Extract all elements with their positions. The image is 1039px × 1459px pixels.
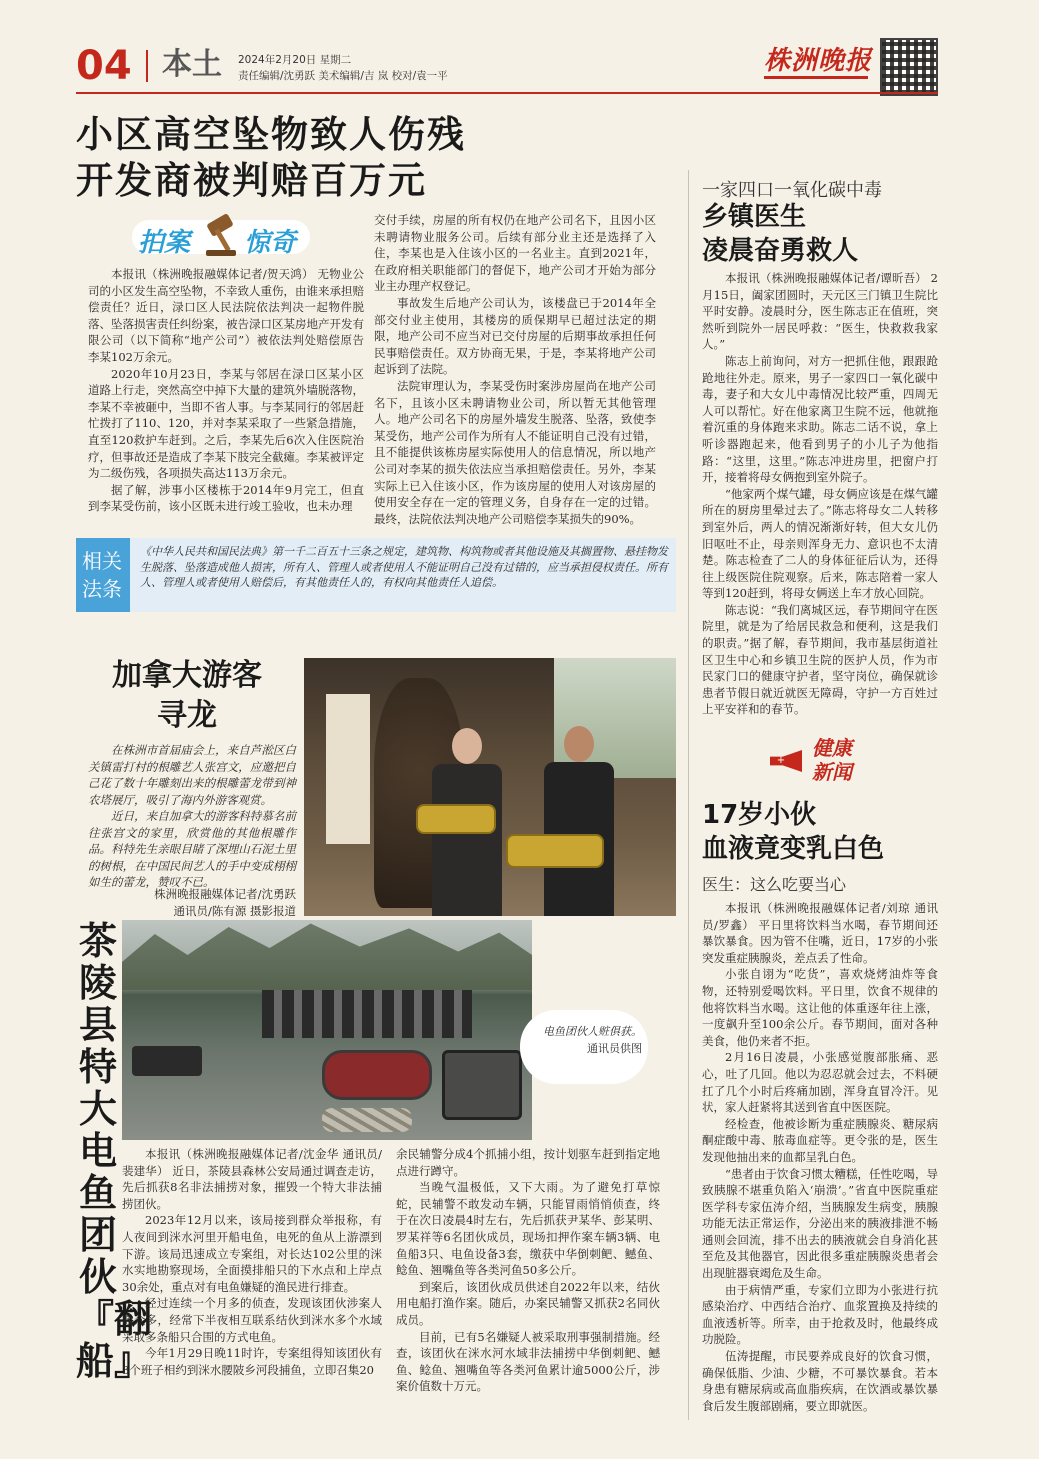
right-vertical-rule: [688, 170, 689, 1420]
health-headline: [702, 798, 938, 866]
badge-left-text: 拍案: [138, 228, 191, 258]
health-badge: [766, 722, 876, 794]
lead-paragraph: 事故发生后地产公司认为，该楼盘已于2014年全部交付业主使用，其楼房的质保期早已超过法定的期限，地产公司不应当对已交付房屋的后期事故承担任何民事赔偿责任。双方协商无果，于是，李某将地产公司起诉到了法院。: [374, 295, 656, 377]
lead-paragraph: 交付手续，房屋的所有权仍在地产公司名下，且因小区未聘请物业服务公司。后续有部分业主还是选择了入住，李某也是入住该小区的一名业主。直到2021年，在政府相关职能部门的督促下，地产公司才开始为部分业主办理产权登记。: [374, 213, 656, 294]
masthead-rule: [76, 92, 938, 94]
raft-red: [322, 1050, 432, 1100]
right-paragraph: 本报讯（株洲晚报融媒体记者/谭昕吾） 2月15日，阖家团圆时，天元区三门镇卫生院比平时安静。凌晨时分，医生陈志正在值班，突然听到院外一居民呼救：“医生，快救救我家人。”: [702, 271, 938, 352]
health-paragraph: “患者由于饮食习惯太糟糕，任性吃喝，导致胰腺不堪重负陷入‘崩溃’。”省直中医院重症医学科专家伍涛介绍，当胰腺发生病变，胰腺功能无法正常运作，分泌出来的胰液排泄不畅通则会回流，排不出去的胰液就会自身消化甚至危及其他器官，因此很多重症胰腺炎患者会出现脏器衰竭危及生命。: [702, 1166, 938, 1281]
health-paragraph: 本报讯（株洲晚报融媒体记者/刘琼 通讯员/罗鑫） 平日里将饮料当水喝，春节期间还暴饮暴食。因为管不住嘴，近日，17岁的小张突发重症胰腺炎，差点丢了性命。: [702, 901, 938, 965]
lead-column-2: [374, 212, 656, 527]
masthead: [0, 0, 1039, 100]
lead-headline-line1: 小区高空坠物致人伤残: [76, 113, 466, 156]
right-paragraph: 陈志上前询问，对方一把抓住他，跟跟跄跄地往外走。原来，男子一家四口一氧化碳中毒，妻子和大女儿中毒情况比较严重，四周无人可以帮忙。好在他家离卫生院不远，他就拖着沉重的身体跑来求助。陈志二话不说，拿上听诊器跑起来，他看到男子的小儿子为他指路：“这里，这里。”陈志冲进房里，把窗户打开，接着将母女俩抱到室外院子。: [702, 353, 938, 485]
right-paragraph: 陈志说：“我们离城区远，春节期间守在医院里，就是为了给居民救急和便利，这是我们的职责。”据了解，春节期间，我市基层街道社区卫生中心和乡镇卫生院的医护人员，作为市民家门口的健康守护者，坚守岗位，确保就诊患者节假日就近就医无障碍，守护一方百姓过上平安祥和的春节。: [702, 602, 938, 717]
canada-headline: [76, 656, 298, 736]
lead-headline-line2: 开发商被判赔百万元: [76, 159, 427, 202]
column-badge: [132, 214, 310, 258]
law-label-line1: 相关: [82, 549, 122, 573]
health-headline-line1: 17岁小伙: [702, 800, 817, 830]
canada-paragraph: 在株洲市首届庙会上，来自芦淞区白关镇雷打村的根雕艺人张宫文，应邀把自己花了数十年雕刻出来的根雕蕾龙带到神农塔展厅，吸引了海内外游客观赏。: [88, 743, 296, 807]
qr-code: [880, 38, 938, 96]
canada-photo: [304, 658, 676, 916]
megaphone-icon: +: [766, 742, 806, 778]
issue-date: 2024年2月20日 星期二: [238, 54, 352, 66]
co-paragraph: 到案后，该团伙成员供述自2022年以来，结伙用电船打渔作案。随后，办案民辅警又抓获2名同伙成员。: [396, 1279, 660, 1327]
calligraphy-scroll: [326, 694, 370, 844]
suspects-row: [262, 990, 472, 1038]
health-badge-line1: 健康: [812, 736, 852, 760]
law-box: [76, 538, 676, 612]
co-paragraph: 本报讯（株洲晚报融媒体记者/沈金华 通讯员/裴建华） 近日，茶陵县森林公安局通过调查走访，先后抓获8名非法捕捞对象，摧毁一个特大非法捕捞团伙。: [122, 1147, 382, 1211]
health-subhead: 医生：这么吃要当心: [702, 875, 847, 894]
co-caption: [530, 1024, 642, 1057]
gold-dragon-right: [506, 834, 604, 868]
canada-paragraph: 近日，来自加拿大的游客科特慕名前往张宫文的家里，欣赏他的其他根雕作品。科特先生亲眼目睹了深埋山石泥土里的树根，在中国民间艺人的手中变成栩栩如生的蕾龙，赞叹不已。: [88, 809, 296, 889]
logo-underline: [764, 76, 868, 79]
badge-right-text: 惊奇: [244, 228, 297, 258]
co-caption-text: 电鱼团伙人赃俱获。: [543, 1025, 642, 1038]
trees: [122, 920, 532, 990]
section-name: 本土: [162, 47, 222, 82]
co-paragraph: 目前，已有5名嫌疑人被采取刑事强制措施。经查，该团伙在洣水河水域非法捕捞中华倒刺鲃、鳡鱼、鲶鱼、翘嘴鱼等各类河鱼累计逾5000公斤，涉案价值数十万元。: [396, 1329, 660, 1394]
canada-body: [88, 742, 296, 891]
co-paragraph: 2023年12月以来，该局接到群众举报称，有人夜间到洣水河里开船电鱼，电死的鱼从上游漂到下游。该局迅速成立专案组，对长达102公里的洣水实地勘察现场，全面摸排船只的下水点和上岸点30余处，重点对有电鱼嫌疑的渔民进行排查。: [122, 1213, 382, 1294]
health-paragraph: 2月16日凌晨，小张感觉腹部胀痛、恶心，吐了几回。他以为忍忍就会过去，不料硬扛了几个小时后疼痛加剧，浑身直冒冷汗。见状，家人赶紧将其送到省直中医医院。: [702, 1050, 938, 1115]
boat-left: [132, 1046, 202, 1076]
co-column-2: [396, 1146, 660, 1395]
lead-column-1: [88, 266, 364, 515]
paper-logo: 株洲晚报: [764, 46, 873, 76]
health-badge-line2: 新闻: [812, 760, 852, 784]
canada-byline: [88, 886, 296, 919]
page-number: 04: [76, 43, 132, 89]
health-paragraph: 伍涛提醒，市民要养成良好的饮食习惯，确保低脂、少油、少糖，不可暴饮暴食。若本身患有糖尿病或高血脂疾病，在饮酒或暴饮暴食后发生腹部剧痛，要立即就医。: [702, 1349, 938, 1413]
law-label-line2: 法条: [82, 577, 122, 601]
canada-headline-line1: 加拿大游客: [112, 658, 262, 693]
gold-dragon-left: [416, 804, 496, 834]
lead-paragraph: 法院审理认为，李某受伤时案涉房屋尚在地产公司名下，且该小区未聘请物业公司，所以暂无其他管理人。地产公司名下的房屋外墙发生脱落、坠落，致使李某受伤，地产公司作为所有人不能证明自己没有过错，且不能提供该栋房屋实际使用人的信息情况，所以地产公司对李某的损失依法应当承担赔偿责任。另外，李某实际上已入住该小区，作为该房屋的使用人对该房屋的使用安全存在一定的管理义务，自身存在一定的过错。最终，法院依法判决地产公司赔偿李某损失的90%。: [374, 378, 656, 526]
boat-right: [442, 1050, 522, 1120]
lead-paragraph: 本报讯（株洲晚报融媒体记者/贺天鸿） 无物业公司的小区发生高空坠物，不幸致人重伤，由谁来承担赔偿责任？近日，渌口区人民法院依法判决一起物件脱落、坠落损害责任纠纷案，被告渌口区某房地产开发有限公司（以下简称“地产公司”）被依法判处赔偿原告李某102万余元。: [88, 267, 364, 364]
lead-paragraph: 据了解，涉事小区楼栋于2014年9月完工，但直到李某受伤前，该小区既未进行竣工验收，也未办理: [88, 482, 364, 514]
health-paragraph: 经检查，他被诊断为重症胰腺炎、糖尿病酮症酸中毒、脓毒血症等。更令张的是，医生发现他抽出来的血都呈乳白色。: [702, 1116, 938, 1164]
health-paragraph: 小张自诩为“吃货”，喜欢烧烤油炸等食物，还特别爱喝饮料。平日里，饮食不规律的他将饮料当水喝。这让他的体重逐年往上涨，一度飙升至100余公斤。春节期间，面对各种美食，他仍来者不拒。: [702, 967, 938, 1048]
gavel-icon: [202, 214, 242, 258]
lead-paragraph: 2020年10月23日，李某与邻居在渌口区某小区道路上行走，突然高空中掉下大量的建筑外墙脱落物，李某不幸被砸中，当即不省人事。与李某同行的邻居赶忙拨打了110、120，并对李某采取了一些紧急措施，直至120救护车赶到。之后，李某先后6次入住医院治疗，但事故还是造成了李某下肢完全截瘫。李某被评定为二级伤残，各项损失高达113万余元。: [88, 366, 364, 481]
canada-headline-line2: 寻龙: [157, 698, 217, 733]
co-photo: [122, 920, 532, 1140]
lead-headline: [76, 112, 676, 204]
person-artisan: [544, 726, 614, 916]
health-headline-line2: 血液竟变乳白色: [702, 834, 885, 864]
canada-byline-reporter: 株洲晚报融媒体记者/沈勇跃: [154, 887, 296, 901]
right-headline-line2: 凌晨奋勇救人: [702, 236, 859, 266]
masthead-divider: [146, 50, 148, 82]
co-caption-credit: 通讯员供图: [587, 1041, 642, 1055]
co-paragraph: 余民辅警分成4个抓捕小组，按计划驱车赶到指定地点进行蹲守。: [396, 1147, 660, 1178]
canada-byline-correspondent: 通讯员/陈有源 摄影报道: [173, 903, 296, 918]
co-paragraph: 当晚气温极低，又下大雨。为了避免打草惊蛇，民辅警不敢发动车辆，只能冒雨悄悄侦查，终于在次日凌晨4时左右，先后抓获尹某华、彭某明、罗某祥等6名团伙成员，现场扣押作案车辆3辆、电鱼船3只、电鱼设备3套，缴获中华倒刺鲃、鳡鱼、鲶鱼、翘嘴鱼等各类河鱼50多公斤。: [396, 1180, 660, 1278]
co-paragraph: 今年1月29日晚11时许，专案组得知该团伙有3个班子相约到洣水腰陂乡河段捕鱼，立即召集20: [122, 1346, 382, 1377]
right-headline-line1: 乡镇医生: [702, 202, 807, 232]
co-paragraph: 经过连续一个月多的侦查，发现该团伙涉案人数众多，经常下半夜相互联系结伙到洣水多个水域采取多条船只合围的方式电鱼。: [122, 1296, 382, 1344]
right-paragraph: “他家两个煤气罐，母女俩应该是在煤气罐所在的厨房里晕过去了。”陈志将母女二人转移到室外后，两人的情况渐渐好转，但大女儿仍旧呕吐不止，母亲则浑身无力、意识也不太清楚。陈志检查了二人的身体征征后认为，还得往上级医院住院观察。后来，陈志陪着一家人等到120赶到，将母女俩送上车才放心回院。: [702, 486, 938, 601]
co-headline-vertical: 茶陵县特大电鱼团伙『翻船』: [76, 919, 153, 1383]
law-text: 《中华人民共和国民法典》第一千二百五十三条之规定，建筑物、构筑物或者其他设施及其搁置物、悬挂物发生脱落、坠落造成他人损害，所有人、管理人或者使用人不能证明自己没有过错的，应当承担侵权责任。所有人、管理人或者使用人赔偿后，有其他责任人的，有权向其他责任人追偿。: [140, 545, 668, 589]
right-headline: [702, 200, 938, 268]
health-body: [702, 900, 938, 1414]
health-paragraph: 由于病情严重，专家们立即为小张进行抗感染治疗、中西结合治疗、血浆置换及持续的血液透析等。所幸，由于抢救及时，他最终成功脱险。: [702, 1282, 938, 1347]
right-top-body: [702, 270, 938, 718]
editor-credits: 责任编辑/沈勇跃 美术编辑/吉 岚 校对/袁一平: [238, 70, 448, 82]
fish-pile: [322, 1108, 412, 1132]
co-column-1: [122, 1146, 382, 1378]
right-kicker: 一家四口一氧化碳中毒: [702, 180, 882, 201]
